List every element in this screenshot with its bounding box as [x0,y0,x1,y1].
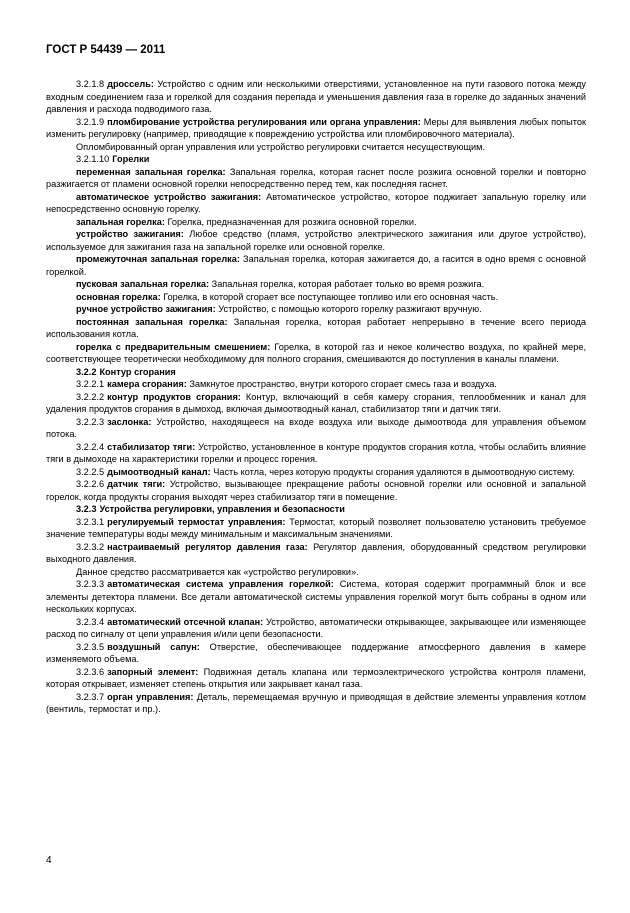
term: стабилизатор тяги: [107,441,196,452]
term: запорный элемент: [107,666,199,677]
clause-number: 3.2.2.2 [76,391,105,402]
definition-text: Автоматическое устройство, которое поджигает запальную горелку или непосредственно основную горелку. [46,191,586,214]
definition-text: Устройство, автоматически открывающее, закрывающее или изменяющее расход по сигналу от цепи управления и/или цепи безопасности. [46,616,586,639]
definition-text: Меры для выявления любых попыток изменить регулировку (например, приводящие к повреждению устройства или пломбировочного материала). [46,116,586,139]
term: пломбирование устройства регулирования или органа управления: [107,116,421,127]
paragraph [46,78,586,116]
paragraph [46,616,586,641]
paragraph [46,516,586,541]
definition-text: Горелка, предназначенная для розжига основной горелки. [164,216,417,227]
paragraph [46,216,586,229]
clause-number: 3.2.2.4 [76,441,105,452]
term: камера сгорания: [107,379,187,389]
definition-text: Горелка, в которой сгорает все поступающее топливо или его основная часть. [160,291,499,302]
definition-text: Регулятор давления, оборудованный средством регулировки выходного давления. [46,541,587,564]
paragraph [46,441,586,466]
clause-number: 3.2.2.3 [76,416,105,427]
clause-number: 3.2.2 [76,366,97,377]
definition-text: Устройство, находящееся на входе воздуха или выходе дымоотвода для управления объемом потока. [46,416,586,439]
term: дроссель: [107,79,154,89]
definition-text: Отверстие, обеспечивающее поддержание атмосферного давления в камере изменяемого объема. [46,641,586,664]
term: воздушный сапун: [107,641,200,652]
definition-text: Подвижная деталь клапана или термоэлектрического устройства контроля пламени, которая открывает, изменяет степень открытия или закрывает канал газа. [46,666,586,689]
definition-text: Устройство, установленное в контуре продуктов сгорания котла, чтобы ослабить влияние тяги в дымоходе на характеристики горелки и процесс горения. [46,441,586,464]
page-number: 4 [46,855,52,866]
definition-text: Горелка, в которой газ и некое количество воздуха, по крайней мере, соответствующее теоретически необходимому для полного сгорания, смешиваются до поступления в каналы пламени. [46,341,586,364]
definition-text: Контур, включающий в себя камеру сгорания, теплообменник и канал для удаления продуктов сгорания в дымоход, включая дымоотводный канал, стабилизатор тяги и датчик тяги. [46,391,586,414]
definition-text: Устройство с одним или несколькими отверстиями, установленное на пути газового потока между входным соединением газа и горелкой для создания перепада и уменьшения давления газа в горелке до заданных значений давления и расхода подводимого газа. [46,79,586,114]
paragraph [46,566,586,579]
clause-number: 3.2.2.5 [76,466,105,477]
paragraph [46,291,586,304]
paragraph [46,666,586,691]
definition-text: Запальная горелка, которая работает только во время розжига. [209,279,485,289]
definition-text: Запальная горелка, которая гаснет после розжига основной горелки и повторно разжигается от пламени основной горелки непосредственно перед тем, как последняя гаснет. [46,166,586,189]
paragraph [46,153,586,166]
clause-number: 3.2.1.10 [76,154,110,164]
definition-text: Устройство, с помощью которого горелку разжигают вручную. [215,304,482,314]
definition-text: Замкнутое пространство, внутри которого сгорает смесь газа и воздуха. [186,379,497,389]
definition-text: Деталь, перемещаемая вручную и приводящая в действие элементы управления котлом (вентиль, термостат и пр.). [46,691,586,714]
definition-text: Запальная горелка, которая работает непрерывно в течение всего периода использования котла. [46,316,586,339]
paragraph [46,416,586,441]
paragraph [46,316,586,341]
term: пусковая запальная горелка: [76,279,210,289]
term: Устройства регулировки, управления и безопасности [99,504,345,514]
clause-number: 3.2.3.3 [76,579,105,589]
page-header: ГОСТ Р 54439 — 2011 [46,44,166,56]
paragraph [46,478,586,503]
definition-text: Система, которая содержит программный блок и все элементы детектора пламени. Все детали автоматической системы управления горелкой могут быть собраны в одном или нескольких корпусах. [46,579,586,614]
paragraph [46,391,586,416]
term: основная горелка: [76,291,161,302]
paragraph [46,116,586,141]
paragraph [46,691,586,716]
term: Горелки [112,154,150,164]
definition-text: Запальная горелка, которая зажигается до, а гасится в одно время с основной горелкой. [46,254,586,277]
term: автоматическая система управления горелкой: [107,579,334,589]
term: запальная горелка: [76,216,165,227]
term: автоматическое устройство зажигания: [76,191,262,202]
paragraph [46,166,586,191]
term: промежуточная запальная горелка: [76,254,240,264]
paragraph [46,466,586,479]
term: настраиваемый регулятор давления газа: [107,541,308,552]
term: датчик тяги: [107,479,166,489]
definition-text: Опломбированный орган управления или устройство регулировки считается несуществующим. [76,141,486,152]
paragraph [46,366,586,379]
term: горелка с предварительным смешением: [76,341,271,352]
document-body [46,78,586,716]
term: заслонка: [107,416,152,427]
term: автоматический отсечной клапан: [107,616,264,627]
clause-number: 3.2.3.1 [76,516,105,527]
term: переменная запальная горелка: [76,166,226,177]
term: постоянная запальная горелка: [76,316,228,327]
paragraph [46,141,586,154]
term: Контур сгорания [99,366,176,377]
clause-number: 3.2.1.9 [76,116,105,127]
paragraph [46,278,586,291]
paragraph [46,303,586,316]
paragraph [46,191,586,216]
clause-number: 3.2.3 [76,504,97,514]
definition-text: Термостат, который позволяет пользователю установить требуемое значение температуры воды между минимальным и максимальным значениями. [46,516,587,539]
clause-number: 3.2.2.1 [76,379,105,389]
clause-number: 3.2.1.8 [76,79,105,89]
definition-text: Данное средство рассматривается как «устройство регулировки». [76,566,359,577]
term: орган управления: [107,691,194,702]
paragraph [46,641,586,666]
paragraph [46,578,586,616]
clause-number: 3.2.3.5 [76,641,105,652]
clause-number: 3.2.3.6 [76,666,105,677]
definition-text: Любое средство (пламя, устройство электрического зажигания или другое устройство), используемое для зажигания газа на запальной горелке или основной горелке. [46,229,586,252]
paragraph [46,378,586,391]
clause-number: 3.2.3.4 [76,616,105,627]
term: ручное устройство зажигания: [76,304,216,314]
definition-text: Устройство, вызывающее прекращение работы основной горелки или основной и запальной горелок, когда продукты сгорания выходят через стабилизатор тяги в помещение. [46,479,586,502]
term: устройство зажигания: [76,229,184,239]
paragraph [46,341,586,366]
paragraph [46,228,586,253]
term: контур продуктов сгорания: [107,391,241,402]
definition-text: Часть котла, через которую продукты сгорания удаляются в дымоотводную систему. [210,466,575,477]
clause-number: 3.2.2.6 [76,479,105,489]
paragraph [46,541,586,566]
paragraph [46,253,586,278]
clause-number: 3.2.3.2 [76,541,105,552]
term: регулируемый термостат управления: [107,516,286,527]
term: дымоотводный канал: [107,466,211,477]
clause-number: 3.2.3.7 [76,691,105,702]
paragraph [46,503,586,516]
